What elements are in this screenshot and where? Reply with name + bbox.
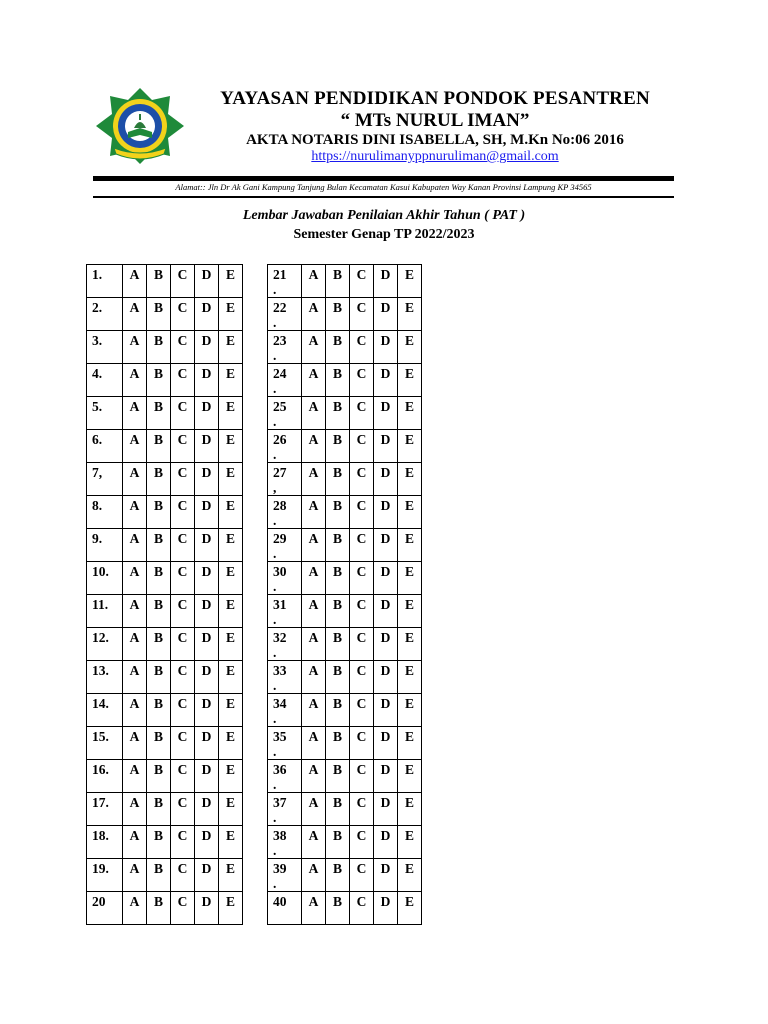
- option-c[interactable]: C: [171, 397, 195, 430]
- option-a[interactable]: A: [123, 694, 147, 727]
- answer-row: [268, 859, 422, 892]
- option-b[interactable]: B: [147, 661, 171, 694]
- option-d[interactable]: D: [374, 661, 398, 694]
- option-a[interactable]: A: [123, 265, 147, 298]
- option-a[interactable]: A: [123, 298, 147, 331]
- option-e[interactable]: E: [219, 562, 243, 595]
- option-b[interactable]: B: [147, 298, 171, 331]
- option-a[interactable]: A: [123, 793, 147, 826]
- option-c[interactable]: C: [171, 661, 195, 694]
- question-number: 28 .: [268, 496, 302, 529]
- option-b[interactable]: B: [147, 496, 171, 529]
- option-c[interactable]: C: [350, 859, 374, 892]
- option-c[interactable]: C: [350, 430, 374, 463]
- answer-row: [87, 892, 243, 925]
- option-e[interactable]: E: [398, 562, 422, 595]
- option-a[interactable]: A: [302, 430, 326, 463]
- answer-row: [268, 826, 422, 859]
- question-number: 20: [87, 892, 123, 925]
- option-b[interactable]: B: [326, 694, 350, 727]
- option-c[interactable]: C: [350, 562, 374, 595]
- answer-row: [268, 364, 422, 397]
- option-d[interactable]: D: [195, 628, 219, 661]
- option-c[interactable]: C: [171, 364, 195, 397]
- option-d[interactable]: D: [195, 727, 219, 760]
- answer-row: [87, 298, 243, 331]
- answer-row: [268, 892, 422, 925]
- option-d[interactable]: D: [195, 463, 219, 496]
- option-b[interactable]: B: [326, 826, 350, 859]
- option-c[interactable]: C: [171, 727, 195, 760]
- option-d[interactable]: D: [195, 694, 219, 727]
- option-d[interactable]: D: [195, 562, 219, 595]
- option-d[interactable]: D: [195, 331, 219, 364]
- answer-row: [268, 727, 422, 760]
- question-number: 11.: [87, 595, 123, 628]
- option-b[interactable]: B: [326, 529, 350, 562]
- answer-row: [87, 463, 243, 496]
- answer-row: [87, 595, 243, 628]
- option-d[interactable]: D: [374, 298, 398, 331]
- option-c[interactable]: C: [350, 364, 374, 397]
- notary-deed: AKTA NOTARIS DINI ISABELLA, SH, M.Kn No:06 2016: [246, 132, 624, 148]
- option-b[interactable]: B: [326, 760, 350, 793]
- question-number: 19.: [87, 859, 123, 892]
- option-d[interactable]: D: [374, 463, 398, 496]
- option-e[interactable]: E: [398, 529, 422, 562]
- question-number: 37 .: [268, 793, 302, 826]
- option-a[interactable]: A: [123, 463, 147, 496]
- option-b[interactable]: B: [147, 694, 171, 727]
- question-number: 10.: [87, 562, 123, 595]
- question-number: 31 .: [268, 595, 302, 628]
- option-c[interactable]: C: [171, 859, 195, 892]
- option-c[interactable]: C: [171, 529, 195, 562]
- option-a[interactable]: A: [123, 397, 147, 430]
- option-e[interactable]: E: [219, 727, 243, 760]
- question-number: 8.: [87, 496, 123, 529]
- option-c[interactable]: C: [171, 331, 195, 364]
- option-b[interactable]: B: [326, 331, 350, 364]
- answer-row: [87, 793, 243, 826]
- option-a[interactable]: A: [302, 826, 326, 859]
- option-c[interactable]: C: [171, 694, 195, 727]
- header-rule-thick: [93, 176, 674, 181]
- question-number: 35 .: [268, 727, 302, 760]
- option-b[interactable]: B: [147, 826, 171, 859]
- option-d[interactable]: D: [374, 760, 398, 793]
- answer-row: [268, 661, 422, 694]
- option-a[interactable]: A: [302, 331, 326, 364]
- option-d[interactable]: D: [195, 760, 219, 793]
- answer-row: [87, 562, 243, 595]
- option-a[interactable]: A: [302, 529, 326, 562]
- option-e[interactable]: E: [398, 661, 422, 694]
- question-number: 40: [268, 892, 302, 925]
- option-d[interactable]: D: [374, 331, 398, 364]
- answer-row: [87, 364, 243, 397]
- option-c[interactable]: C: [350, 298, 374, 331]
- question-number: 36 .: [268, 760, 302, 793]
- option-c[interactable]: C: [350, 661, 374, 694]
- option-e[interactable]: E: [219, 892, 243, 925]
- option-a[interactable]: A: [123, 562, 147, 595]
- option-c[interactable]: C: [171, 760, 195, 793]
- option-e[interactable]: E: [398, 496, 422, 529]
- option-d[interactable]: D: [195, 859, 219, 892]
- option-e[interactable]: E: [219, 496, 243, 529]
- question-number: 3.: [87, 331, 123, 364]
- option-e[interactable]: E: [219, 826, 243, 859]
- option-e[interactable]: E: [219, 463, 243, 496]
- option-d[interactable]: D: [195, 364, 219, 397]
- option-b[interactable]: B: [326, 265, 350, 298]
- answer-row: [268, 694, 422, 727]
- option-e[interactable]: E: [219, 859, 243, 892]
- option-b[interactable]: B: [147, 397, 171, 430]
- answer-row: [87, 529, 243, 562]
- option-e[interactable]: E: [398, 430, 422, 463]
- question-number: 32 .: [268, 628, 302, 661]
- option-a[interactable]: A: [123, 727, 147, 760]
- option-a[interactable]: A: [302, 892, 326, 925]
- question-number: 12.: [87, 628, 123, 661]
- answer-row: [268, 496, 422, 529]
- question-number: 21 .: [268, 265, 302, 298]
- option-a[interactable]: A: [302, 793, 326, 826]
- option-e[interactable]: E: [398, 463, 422, 496]
- option-e[interactable]: E: [219, 430, 243, 463]
- option-d[interactable]: D: [374, 595, 398, 628]
- school-emblem-logo: [94, 86, 186, 166]
- question-number: 6.: [87, 430, 123, 463]
- option-c[interactable]: C: [171, 826, 195, 859]
- question-number: 22 .: [268, 298, 302, 331]
- option-e[interactable]: E: [219, 760, 243, 793]
- question-number: 33 .: [268, 661, 302, 694]
- answer-row: [87, 265, 243, 298]
- option-b[interactable]: B: [326, 595, 350, 628]
- option-d[interactable]: D: [374, 628, 398, 661]
- question-number: 1.: [87, 265, 123, 298]
- answer-row: [268, 298, 422, 331]
- option-a[interactable]: A: [123, 760, 147, 793]
- question-number: 26 .: [268, 430, 302, 463]
- option-c[interactable]: C: [350, 331, 374, 364]
- answer-row: [87, 661, 243, 694]
- question-number: 29 .: [268, 529, 302, 562]
- option-c[interactable]: C: [350, 397, 374, 430]
- option-b[interactable]: B: [326, 793, 350, 826]
- answer-row: [87, 859, 243, 892]
- answer-row: [87, 496, 243, 529]
- option-e[interactable]: E: [219, 364, 243, 397]
- option-b[interactable]: B: [147, 430, 171, 463]
- answer-row: [268, 331, 422, 364]
- option-d[interactable]: D: [374, 694, 398, 727]
- option-e[interactable]: E: [398, 595, 422, 628]
- option-b[interactable]: B: [326, 397, 350, 430]
- question-number: 5.: [87, 397, 123, 430]
- option-b[interactable]: B: [147, 760, 171, 793]
- question-number: 27 ,: [268, 463, 302, 496]
- option-d[interactable]: D: [195, 595, 219, 628]
- question-number: 30 .: [268, 562, 302, 595]
- option-c[interactable]: C: [171, 793, 195, 826]
- answer-row: [268, 760, 422, 793]
- option-b[interactable]: B: [147, 265, 171, 298]
- option-e[interactable]: E: [219, 793, 243, 826]
- option-a[interactable]: A: [302, 727, 326, 760]
- option-e[interactable]: E: [398, 397, 422, 430]
- option-b[interactable]: B: [147, 628, 171, 661]
- answer-row: [268, 430, 422, 463]
- option-b[interactable]: B: [147, 463, 171, 496]
- option-e[interactable]: E: [219, 529, 243, 562]
- question-number: 25 .: [268, 397, 302, 430]
- answer-row: [87, 760, 243, 793]
- question-number: 13.: [87, 661, 123, 694]
- option-b[interactable]: B: [147, 331, 171, 364]
- option-c[interactable]: C: [350, 265, 374, 298]
- option-a[interactable]: A: [302, 595, 326, 628]
- answer-table-left: [86, 264, 243, 925]
- option-b[interactable]: B: [326, 463, 350, 496]
- option-d[interactable]: D: [195, 826, 219, 859]
- option-a[interactable]: A: [123, 496, 147, 529]
- answer-row: [268, 562, 422, 595]
- option-c[interactable]: C: [350, 694, 374, 727]
- option-b[interactable]: B: [147, 859, 171, 892]
- option-c[interactable]: C: [350, 628, 374, 661]
- option-a[interactable]: A: [302, 628, 326, 661]
- option-d[interactable]: D: [374, 265, 398, 298]
- option-a[interactable]: A: [302, 859, 326, 892]
- option-b[interactable]: B: [326, 364, 350, 397]
- question-number: 2.: [87, 298, 123, 331]
- option-c[interactable]: C: [350, 529, 374, 562]
- answer-row: [268, 595, 422, 628]
- option-d[interactable]: D: [195, 397, 219, 430]
- option-c[interactable]: C: [350, 793, 374, 826]
- option-b[interactable]: B: [147, 793, 171, 826]
- option-d[interactable]: D: [374, 859, 398, 892]
- option-d[interactable]: D: [374, 397, 398, 430]
- header-rule-thin: [93, 196, 674, 198]
- option-a[interactable]: A: [123, 859, 147, 892]
- answer-row: [87, 826, 243, 859]
- option-d[interactable]: D: [374, 562, 398, 595]
- option-b[interactable]: B: [147, 595, 171, 628]
- option-c[interactable]: C: [350, 826, 374, 859]
- option-b[interactable]: B: [326, 892, 350, 925]
- option-b[interactable]: B: [147, 364, 171, 397]
- answer-row: [87, 331, 243, 364]
- option-c[interactable]: C: [350, 892, 374, 925]
- option-d[interactable]: D: [374, 892, 398, 925]
- option-e[interactable]: E: [398, 727, 422, 760]
- option-a[interactable]: A: [123, 892, 147, 925]
- question-number: 4.: [87, 364, 123, 397]
- option-a[interactable]: A: [302, 397, 326, 430]
- option-a[interactable]: A: [123, 430, 147, 463]
- answer-row: [268, 628, 422, 661]
- option-b[interactable]: B: [326, 859, 350, 892]
- answer-row: [268, 265, 422, 298]
- answer-row: [87, 727, 243, 760]
- option-e[interactable]: E: [219, 661, 243, 694]
- option-c[interactable]: C: [350, 727, 374, 760]
- option-d[interactable]: D: [195, 265, 219, 298]
- question-number: 7,: [87, 463, 123, 496]
- option-b[interactable]: B: [147, 562, 171, 595]
- question-number: 16.: [87, 760, 123, 793]
- option-d[interactable]: D: [374, 529, 398, 562]
- option-c[interactable]: C: [171, 265, 195, 298]
- question-number: 38 .: [268, 826, 302, 859]
- option-e[interactable]: E: [398, 694, 422, 727]
- question-number: 34 .: [268, 694, 302, 727]
- option-d[interactable]: D: [374, 727, 398, 760]
- option-a[interactable]: A: [123, 529, 147, 562]
- option-e[interactable]: E: [219, 694, 243, 727]
- option-e[interactable]: E: [398, 892, 422, 925]
- option-a[interactable]: A: [302, 364, 326, 397]
- question-number: 15.: [87, 727, 123, 760]
- answer-row: [268, 793, 422, 826]
- semester-title: Semester Genap TP 2022/2023: [293, 227, 475, 242]
- option-a[interactable]: A: [302, 562, 326, 595]
- option-d[interactable]: D: [195, 496, 219, 529]
- option-a[interactable]: A: [123, 628, 147, 661]
- option-e[interactable]: E: [398, 793, 422, 826]
- answer-row: [87, 430, 243, 463]
- option-e[interactable]: E: [398, 364, 422, 397]
- option-e[interactable]: E: [398, 265, 422, 298]
- option-e[interactable]: E: [398, 859, 422, 892]
- question-number: 17.: [87, 793, 123, 826]
- option-b[interactable]: B: [326, 661, 350, 694]
- option-d[interactable]: D: [374, 826, 398, 859]
- option-d[interactable]: D: [195, 892, 219, 925]
- option-d[interactable]: D: [195, 529, 219, 562]
- option-b[interactable]: B: [147, 892, 171, 925]
- question-number: 39 .: [268, 859, 302, 892]
- option-c[interactable]: C: [171, 463, 195, 496]
- option-b[interactable]: B: [326, 628, 350, 661]
- address-line: Alamat:: Jln Dr Ak Gani Kampung Tanjung Bulan Kecamatan Kasui Kabupaten Way Kanan Provinsi Lampung KP 34565: [175, 182, 592, 192]
- option-a[interactable]: A: [302, 760, 326, 793]
- question-number: 18.: [87, 826, 123, 859]
- option-c[interactable]: C: [350, 595, 374, 628]
- option-c[interactable]: C: [171, 595, 195, 628]
- question-number: 23 .: [268, 331, 302, 364]
- option-a[interactable]: A: [123, 661, 147, 694]
- question-number: 9.: [87, 529, 123, 562]
- option-a[interactable]: A: [302, 661, 326, 694]
- answer-row: [268, 397, 422, 430]
- school-name: “ MTs NURUL IMAN”: [340, 110, 530, 131]
- option-a[interactable]: A: [302, 463, 326, 496]
- option-c[interactable]: C: [350, 463, 374, 496]
- option-a[interactable]: A: [302, 496, 326, 529]
- option-b[interactable]: B: [326, 727, 350, 760]
- option-e[interactable]: E: [398, 760, 422, 793]
- answer-row: [268, 529, 422, 562]
- foundation-name: YAYASAN PENDIDIKAN PONDOK PESANTREN: [220, 88, 650, 109]
- sheet-title: Lembar Jawaban Penilaian Akhir Tahun ( PAT ): [242, 208, 526, 223]
- option-c[interactable]: C: [171, 892, 195, 925]
- option-c[interactable]: C: [171, 628, 195, 661]
- option-b[interactable]: B: [326, 430, 350, 463]
- option-d[interactable]: D: [374, 496, 398, 529]
- option-a[interactable]: A: [123, 595, 147, 628]
- option-d[interactable]: D: [374, 793, 398, 826]
- option-e[interactable]: E: [398, 331, 422, 364]
- option-e[interactable]: E: [219, 265, 243, 298]
- option-d[interactable]: D: [195, 430, 219, 463]
- email-link[interactable]: https://nurulimanyppnuruliman@gmail.com: [311, 149, 559, 164]
- option-b[interactable]: B: [147, 727, 171, 760]
- option-a[interactable]: A: [302, 298, 326, 331]
- option-e[interactable]: E: [219, 331, 243, 364]
- option-c[interactable]: C: [171, 496, 195, 529]
- option-d[interactable]: D: [195, 661, 219, 694]
- answer-row: [87, 694, 243, 727]
- option-d[interactable]: D: [374, 364, 398, 397]
- option-b[interactable]: B: [326, 298, 350, 331]
- option-d[interactable]: D: [374, 430, 398, 463]
- question-number: 14.: [87, 694, 123, 727]
- option-a[interactable]: A: [123, 364, 147, 397]
- option-c[interactable]: C: [350, 496, 374, 529]
- option-a[interactable]: A: [302, 265, 326, 298]
- option-c[interactable]: C: [171, 562, 195, 595]
- answer-row: [87, 397, 243, 430]
- option-c[interactable]: C: [171, 298, 195, 331]
- option-d[interactable]: D: [195, 298, 219, 331]
- option-e[interactable]: E: [219, 298, 243, 331]
- option-e[interactable]: E: [398, 298, 422, 331]
- answer-row: [268, 463, 422, 496]
- answer-table-right: [267, 264, 422, 925]
- option-b[interactable]: B: [147, 529, 171, 562]
- option-e[interactable]: E: [219, 628, 243, 661]
- question-number: 24 .: [268, 364, 302, 397]
- option-c[interactable]: C: [350, 760, 374, 793]
- answer-row: [87, 628, 243, 661]
- option-e[interactable]: E: [398, 826, 422, 859]
- option-a[interactable]: A: [123, 331, 147, 364]
- option-a[interactable]: A: [302, 694, 326, 727]
- option-e[interactable]: E: [398, 628, 422, 661]
- option-e[interactable]: E: [219, 397, 243, 430]
- option-c[interactable]: C: [171, 430, 195, 463]
- option-b[interactable]: B: [326, 562, 350, 595]
- option-b[interactable]: B: [326, 496, 350, 529]
- option-a[interactable]: A: [123, 826, 147, 859]
- option-e[interactable]: E: [219, 595, 243, 628]
- option-d[interactable]: D: [195, 793, 219, 826]
